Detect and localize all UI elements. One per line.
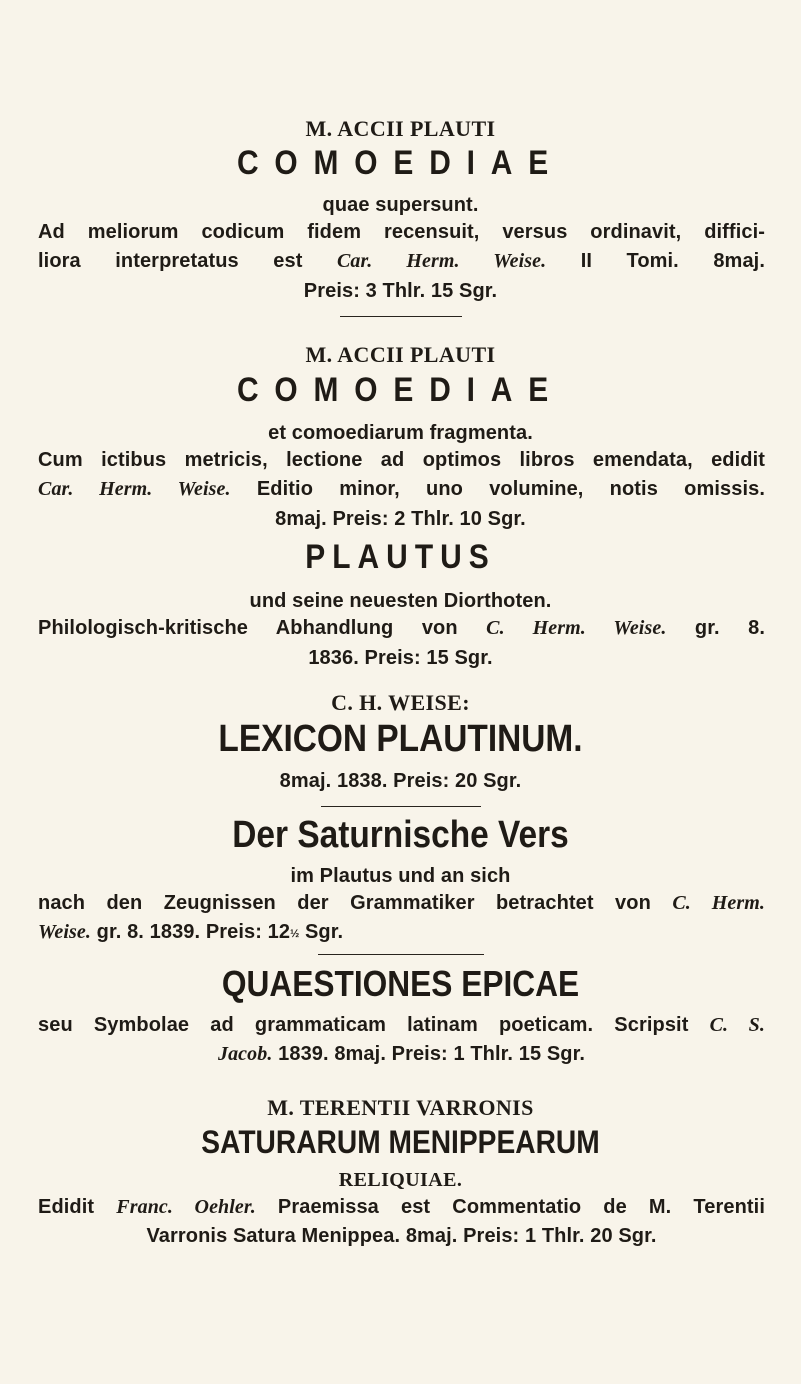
fragmenta-description-line-2 — [38, 479, 765, 499]
comoediae-subtitle: quae supersunt. — [322, 194, 479, 216]
quaestiones-author-line-2: Jacob. — [217, 1043, 273, 1065]
section-divider-2 — [321, 806, 481, 807]
saturnische-price-fraction: ½ — [290, 928, 300, 940]
plautus-author: C. Herm. Weise. — [486, 617, 667, 639]
comoediae-description — [38, 222, 765, 271]
lexicon-title: LEXICON PLAUTINUM. — [218, 718, 583, 760]
fragmenta-author: Car. Herm. Weise. — [38, 478, 231, 500]
quaestiones-description-line-1 — [38, 1015, 765, 1035]
saturnische-description-line-2 — [38, 922, 765, 942]
fragmenta-description — [38, 450, 765, 499]
varro-subtitle: RELIQUIAE. — [338, 1169, 463, 1191]
saturnische-format-and-price: gr. 8. 1839. Preis: 12 — [96, 921, 291, 943]
plautus-description — [38, 618, 765, 638]
lexicon-price: 8maj. 1838. Preis: 20 Sgr. — [279, 770, 522, 792]
varro-editor: Franc. Oehler. — [116, 1196, 256, 1218]
varro-commentary: Praemissa est Commentatio de M. Terentii — [277, 1196, 765, 1218]
comoediae-heading: M. ACCII PLAUTI — [305, 116, 496, 141]
fragmenta-heading: M. ACCII PLAUTI — [305, 342, 496, 367]
fragmenta-title: COMOEDIAE — [236, 371, 565, 409]
comoediae-author: Car. Herm. Weise. — [336, 250, 547, 272]
comoediae-volume-info: II Tomi. 8maj. — [580, 250, 765, 272]
fragmenta-price: 8maj. Preis: 2 Thlr. 10 Sgr. — [275, 508, 526, 530]
plautus-description-line-1 — [38, 618, 765, 638]
saturnische-title: Der Saturnische Vers — [232, 814, 569, 856]
varro-description-prefix: Edidit — [38, 1196, 95, 1218]
section-divider-3 — [318, 954, 484, 955]
comoediae-description-prefix: liora interpretatus est — [38, 250, 303, 272]
varro-heading: M. TERENTII VARRONIS — [267, 1095, 534, 1120]
comoediae-price: Preis: 3 Thlr. 15 Sgr. — [303, 280, 498, 302]
plautus-subtitle: und seine neuesten Diorthoten. — [249, 590, 552, 612]
lexicon-heading: C. H. WEISE: — [331, 690, 470, 715]
quaestiones-description-prefix: seu Symbolae ad grammaticam latinam poeticam. Scripsit — [38, 1014, 689, 1036]
section-divider-1 — [340, 316, 462, 317]
fragmenta-subtitle: et comoediarum fragmenta. — [268, 422, 533, 444]
comoediae-description-line-1: Ad meliorum codicum fidem recensuit, versus ordinavit, diffici- — [38, 221, 765, 243]
saturnische-subtitle: im Plautus und an sich — [290, 865, 511, 887]
fragmenta-description-line-1: Cum ictibus metricis, lectione ad optimos libros emendata, edidit — [38, 449, 765, 471]
plautus-title: PLAUTUS — [305, 538, 496, 576]
fragmenta-edition-info: Editio minor, uno volumine, notis omissis. — [256, 478, 765, 500]
comoediae-description-line-2 — [38, 251, 765, 271]
quaestiones-title: QUAESTIONES EPICAE — [221, 963, 580, 1004]
quaestiones-description — [38, 1015, 765, 1064]
plautus-description-prefix: Philologisch-kritische Abhandlung von — [38, 617, 458, 639]
saturnische-description-line-1 — [38, 893, 765, 913]
varro-description-line-2: Varronis Satura Menippea. 8maj. Preis: 1 Thlr. 20 Sgr. — [146, 1225, 657, 1247]
comoediae-title: COMOEDIAE — [236, 144, 565, 182]
varro-description-line-1 — [38, 1197, 765, 1217]
quaestiones-price: 1839. 8maj. Preis: 1 Thlr. 15 Sgr. — [278, 1043, 586, 1065]
saturnische-description — [38, 893, 765, 942]
quaestiones-author-line-1: C. S. — [709, 1014, 765, 1036]
saturnische-author-line-1: C. Herm. — [672, 892, 765, 914]
plautus-format: gr. 8. — [694, 617, 765, 639]
plautus-price: 1836. Preis: 15 Sgr. — [308, 647, 493, 669]
varro-description — [38, 1197, 765, 1246]
saturnische-price-currency: Sgr. — [304, 921, 344, 943]
saturnische-description-prefix: nach den Zeugnissen der Grammatiker betrachtet von — [38, 892, 651, 914]
quaestiones-description-line-2 — [38, 1044, 765, 1064]
varro-title: SATURARUM MENIPPEARUM — [201, 1124, 600, 1160]
saturnische-author-line-2: Weise. — [38, 921, 91, 943]
